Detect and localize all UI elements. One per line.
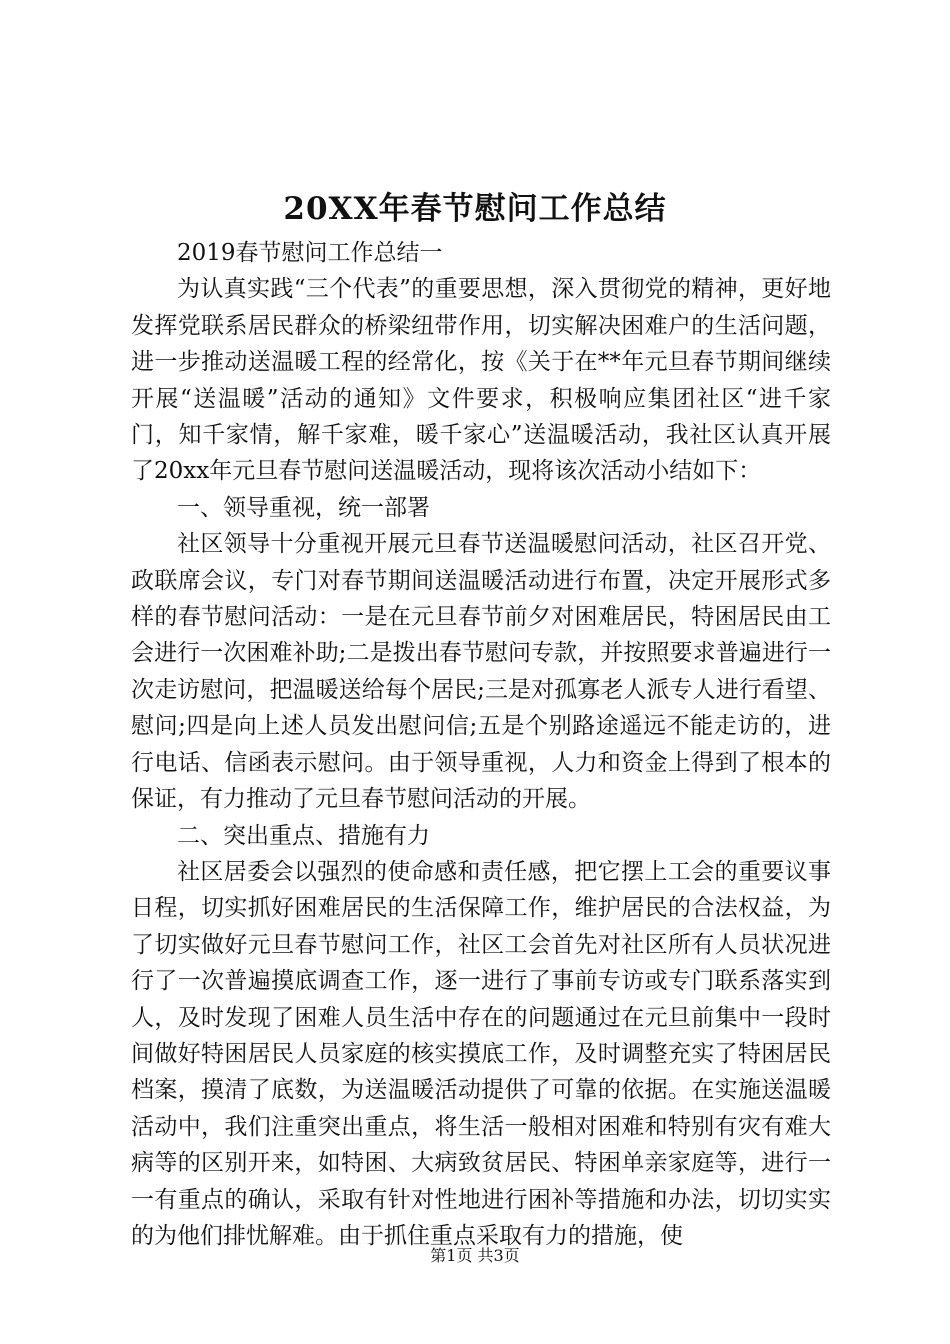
page-number: 第1页 共3页 (430, 1246, 520, 1265)
document-body (131, 235, 831, 1254)
paragraph-subtitle: 2019春节慰问工作总结一 (177, 240, 443, 266)
section-heading-1: 一、领导重视，统一部署 (177, 494, 430, 521)
paragraph-intro: 为认真实践“三个代表”的重要思想，深入贯彻党的精神，更好地发挥党联系居民群众的桥梁纽带作用，切实解决困难户的生活问题，进一步推动送温暖工程的经常化，按《关于在**年元旦春节期间继续开展“送温暖”活动的通知》文件要求，积极响应集团社区“进千家门，知千家情，解千家难，暖千家心”送温暖活动，我社区认真开展了20xx年元旦春节慰问送温暖活动，现将该次活动小结如下： (131, 276, 831, 485)
paragraph-section-2: 社区居委会以强烈的使命感和责任感，把它摆上工会的重要议事日程，切实抓好困难居民的生活保障工作，维护居民的合法权益，为了切实做好元旦春节慰问工作，社区工会首先对社区所有人员状况进行了一次普遍摸底调查工作，逐一进行了事前专访或专门联系落实到人，及时发现了困难人员生活中存在的问题通过在元旦前集中一段时间做好特困居民人员家庭的核实摸底工作，及时调整充实了特困居民档案，摸清了底数，为送温暖活动提供了可靠的依据。在实施送温暖活动中，我们注重突出重点，将生活一般相对困难和特别有灾有难大病等的区别开来，如特困、大病致贫居民、特困单亲家庭等，进行一一有重点的确认，采取有针对性地进行困补等措施和办法，切切实实的为他们排忧解难。由于抓住重点采取有力的措施，使 (131, 858, 831, 1249)
paragraph-section-1: 社区领导十分重视开展元旦春节送温暖慰问活动，社区召开党、政联席会议，专门对春节期间送温暖活动进行布置，决定开展形式多样的春节慰问活动：一是在元旦春节前夕对困难居民，特困居民由工会进行一次困难补助;二是拨出春节慰问专款，并按照要求普遍进行一次走访慰问，把温暖送给每个居民;三是对孤寡老人派专人进行看望、慰问;四是向上述人员发出慰问信;五是个别路途遥远不能走访的，进行电话、信函表示慰问。由于领导重视，人力和资金上得到了根本的保证，有力推动了元旦春节慰问活动的开展。 (131, 531, 831, 813)
section-heading-2: 二、突出重点、措施有力 (177, 822, 430, 849)
document-title: 20XX年春节慰问工作总结 (283, 191, 667, 227)
